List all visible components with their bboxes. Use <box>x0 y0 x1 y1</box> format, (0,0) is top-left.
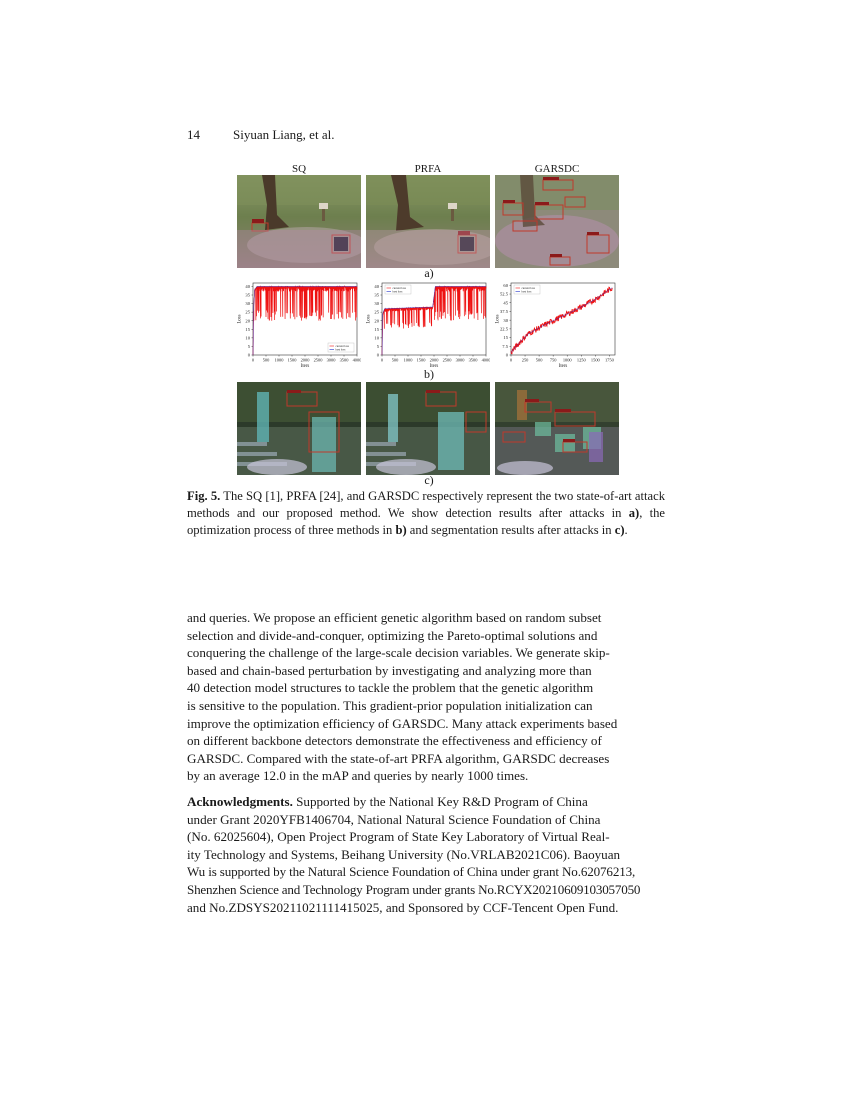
loss-chart-prfa-svg <box>366 277 490 371</box>
row-label-c: c) <box>424 473 434 487</box>
x-tick-label: 500 <box>262 357 270 363</box>
caption-bold-b: b) <box>395 523 407 537</box>
x-tick-label: 3500 <box>468 357 478 363</box>
loss-chart-sq <box>237 277 361 371</box>
acknowledgments-paragraph <box>187 793 665 916</box>
row-label-b: b) <box>424 367 434 381</box>
conclusion-line: is sensitive to the population. This gradient-prior population initialization can <box>187 697 593 713</box>
detection-image-sq <box>237 175 361 268</box>
figure-caption <box>187 488 665 539</box>
caption-label: Fig. 5. <box>187 489 221 503</box>
x-tick-label: 2000 <box>300 357 310 363</box>
column-title-prfa: PRFA <box>414 163 442 175</box>
x-tick-label: 2500 <box>313 357 323 363</box>
x-tick-label: 750 <box>549 357 557 363</box>
y-tick-label: 37.5 <box>499 309 508 315</box>
conclusion-line: conquering the challenge of the large-scale decision variables. We generate skip- <box>187 645 610 661</box>
legend-entry: best loss <box>392 289 403 294</box>
x-tick-label: 1750 <box>604 357 614 363</box>
x-tick-label: 500 <box>535 357 543 363</box>
y-axis-label: Loss <box>366 314 372 324</box>
conclusion-line: on different backbone detectors demonstrate the effectiveness and efficiency of <box>187 733 602 749</box>
x-tick-label: 0 <box>380 357 384 363</box>
y-tick-label: 10 <box>245 335 250 341</box>
caption-text-3: and segmentation results after attacks in <box>406 523 615 537</box>
x-tick-label: 2500 <box>442 357 452 363</box>
ack-line: and No.ZDSYS20211021111415025, and Sponsored by CCF-Tencent Open Fund. <box>187 899 619 915</box>
detection-image-prfa <box>366 175 490 268</box>
y-tick-label: 52.5 <box>499 291 508 297</box>
x-tick-label: 1500 <box>287 357 297 363</box>
y-tick-label: 20 <box>245 318 250 324</box>
y-tick-label: 60 <box>503 282 508 288</box>
loss-chart-sq-svg <box>237 277 361 371</box>
y-tick-label: 30 <box>374 301 379 307</box>
y-tick-label: 5 <box>247 344 250 350</box>
column-title-sq: SQ <box>291 163 307 175</box>
column-title-garsdc: GARSDC <box>534 163 580 175</box>
conclusion-line: and queries. We propose an efficient genetic algorithm based on random subset <box>187 610 602 625</box>
caption-text-4: . <box>624 523 628 537</box>
conclusion-line: 40 detection model structures to tackle the problem that the genetic algorithm <box>187 680 594 696</box>
x-tick-label: 0 <box>251 357 255 363</box>
conclusion-line: improve the optimization efficiency of GARSDC. Many attack experiments based <box>187 715 618 731</box>
ack-line: under Grant 2020YFB1406704, National Natural Science Foundation of China <box>187 811 601 827</box>
caption-bold-a: a) <box>628 506 640 520</box>
x-tick-label: 500 <box>391 357 399 363</box>
x-tick-label: 1000 <box>274 357 284 363</box>
conclusion-line: by an average 12.0 in the mAP and queries by nearly 1000 times. <box>187 768 529 784</box>
legend-entry: best loss <box>521 289 532 294</box>
y-tick-label: 45 <box>503 300 508 306</box>
y-tick-label: 15 <box>245 326 250 332</box>
x-axis-label: Iters <box>429 364 439 369</box>
x-tick-label: 4000 <box>481 357 490 363</box>
y-tick-label: 15 <box>503 335 508 341</box>
y-tick-label: 22.5 <box>499 326 508 332</box>
y-tick-label: 5 <box>376 344 379 350</box>
x-tick-label: 1500 <box>416 357 426 363</box>
detection-image-garsdc <box>495 175 619 268</box>
ack-line: Wu is supported by the Natural Science Foundation of China under grant No.62076213, <box>187 864 636 880</box>
x-tick-label: 1000 <box>562 357 572 363</box>
conclusion-line: selection and divide-and-conquer, optimizing the Pareto-optimal solutions and <box>187 627 598 643</box>
y-tick-label: 0 <box>247 352 250 358</box>
x-tick-label: 1000 <box>403 357 413 363</box>
conclusion-line: GARSDC. Compared with the state-of-art PRFA algorithm, GARSDC decreases <box>187 750 610 766</box>
segmentation-image-garsdc <box>495 382 619 475</box>
x-axis-label: Iters <box>558 364 568 369</box>
loss-chart-garsdc-svg <box>495 277 619 371</box>
ack-first-line: Supported by the National Key R&D Program of China <box>292 794 588 809</box>
x-tick-label: 3000 <box>326 357 336 363</box>
y-tick-label: 30 <box>245 301 250 307</box>
conclusion-line: based and chain-based perturbation by investigating and analyzing more than <box>187 662 592 678</box>
caption-bold-c: c) <box>614 523 625 537</box>
y-tick-label: 40 <box>374 284 379 290</box>
y-tick-label: 25 <box>374 309 379 315</box>
ack-line: (No. 62025604), Open Project Program of State Key Laboratory of Virtual Real- <box>187 829 610 845</box>
x-tick-label: 1500 <box>590 357 600 363</box>
page-number: 14 <box>187 127 200 142</box>
legend-entry: current loss <box>521 286 535 290</box>
y-tick-label: 35 <box>245 292 250 298</box>
legend-entry: best loss <box>335 347 346 352</box>
ack-line: Shenzhen Science and Technology Program under grants No.RCYX20210609103057050 <box>187 881 641 897</box>
x-tick-label: 1250 <box>576 357 586 363</box>
running-title: Siyuan Liang, et al. <box>233 127 335 142</box>
x-tick-label: 2000 <box>429 357 439 363</box>
y-axis-label: Loss <box>237 314 243 324</box>
legend-entry: current loss <box>392 286 406 290</box>
x-axis-label: Iters <box>300 364 310 369</box>
y-tick-label: 25 <box>245 309 250 315</box>
y-axis-label: Loss <box>495 314 501 324</box>
legend-entry: current loss <box>335 344 349 348</box>
loss-chart-garsdc <box>495 277 619 371</box>
segmentation-image-prfa <box>366 382 490 475</box>
loss-chart-prfa <box>366 277 490 371</box>
x-tick-label: 4000 <box>352 357 361 363</box>
x-tick-label: 3500 <box>339 357 349 363</box>
x-tick-label: 0 <box>509 357 513 363</box>
y-tick-label: 40 <box>245 284 250 290</box>
caption-text-2: , the optimization process of three methods in <box>187 506 665 537</box>
y-tick-label: 0 <box>505 352 508 358</box>
y-tick-label: 7.5 <box>502 343 508 349</box>
segmentation-image-sq <box>237 382 361 475</box>
ack-line: ity Technology and Systems, Beihang University (No.VRLAB2021C06). Baoyuan <box>187 846 621 862</box>
caption-text-1: The SQ [1], PRFA [24], and GARSDC respectively represent the two state-of-art attack methods and our proposed method. We show detection results after attacks in <box>187 489 665 520</box>
y-tick-label: 0 <box>376 352 379 358</box>
y-tick-label: 15 <box>374 326 379 332</box>
conclusion-paragraph <box>187 609 665 785</box>
y-tick-label: 30 <box>503 317 508 323</box>
y-tick-label: 20 <box>374 318 379 324</box>
row-label-a: a) <box>424 266 434 280</box>
x-tick-label: 250 <box>521 357 529 363</box>
x-tick-label: 3000 <box>455 357 465 363</box>
y-tick-label: 35 <box>374 292 379 298</box>
acknowledgments-heading: Acknowledgments. <box>187 794 293 809</box>
y-tick-label: 10 <box>374 335 379 341</box>
